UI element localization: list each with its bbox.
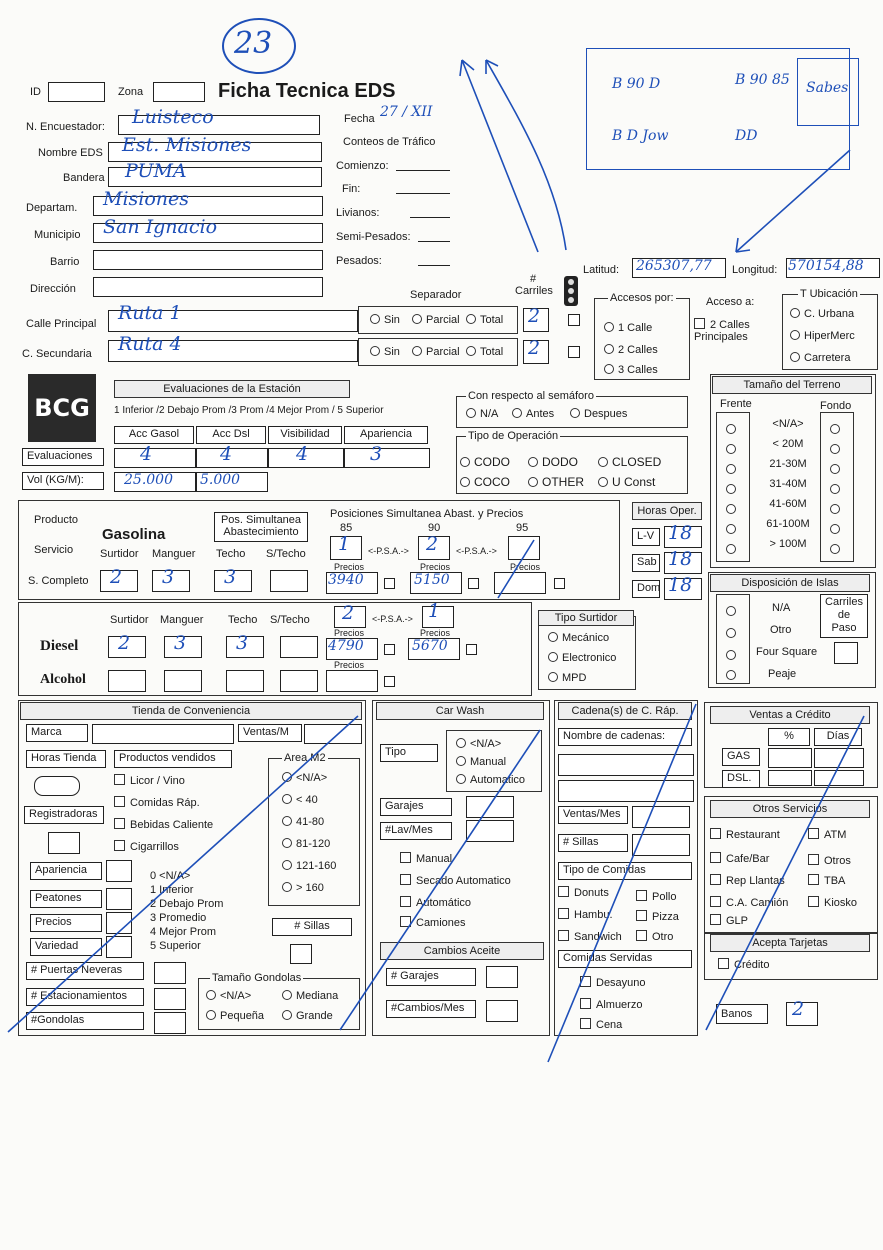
oct-90: 90 [428, 522, 441, 534]
alcohol-label: Alcohol [40, 672, 86, 687]
g-mediana-label: Mediana [296, 990, 339, 1002]
p-bebidas-label: Bebidas Caliente [130, 819, 214, 831]
garajes-label: Garajes [380, 798, 452, 816]
vol-gasol-value: 25.000 [124, 472, 173, 488]
producto-label: Producto [34, 514, 79, 526]
oct-95: 95 [516, 522, 529, 534]
dias-label: Días [814, 728, 862, 746]
fondo-label: Fondo [820, 400, 852, 412]
op-other-label: OTHER [542, 475, 584, 489]
islas-otro: Otro [770, 624, 792, 636]
semaforo-na-label: N/A [480, 408, 499, 420]
accesos-2-label: 2 Calles [618, 344, 658, 356]
p-licor-label: Licor / Vino [130, 775, 185, 787]
op-uconst-label: U Const [612, 475, 656, 489]
tarjetas-credito-label: Crédito [734, 959, 770, 971]
banos-value: 2 [792, 998, 805, 1020]
diesel-psa-1-value: 2 [342, 602, 355, 624]
col-surtidor: Surtidor [100, 548, 139, 560]
ubicacion-1-label: C. Urbana [804, 308, 855, 320]
d-col-techo: Techo [228, 614, 258, 626]
diesel-surtidor-value: 2 [118, 632, 131, 654]
eval-value-4: 3 [370, 443, 383, 465]
sep2-parcial-label: Parcial [426, 346, 460, 358]
islas-four-square: Four Square [756, 646, 818, 658]
gas-surtidor-value: 2 [110, 566, 123, 588]
zona-label: Zona [118, 86, 144, 98]
t-pollo-label: Pollo [652, 891, 677, 903]
g-grande-label: Grande [296, 1010, 333, 1022]
note-b: B 90 85 [735, 72, 790, 88]
fecha-label: Fecha [344, 113, 375, 125]
s-completo-label: S. Completo [28, 575, 89, 587]
accesos-3-label: 3 Calles [618, 364, 658, 376]
gasolina-label: Gasolina [102, 526, 166, 543]
dom-label: Dom [632, 580, 660, 598]
sab-label: Sab [632, 554, 660, 572]
acceso-a-label: Acceso a: [706, 296, 755, 308]
cw-auto-label: Automatico [470, 774, 526, 786]
o-kiosko-label: Kiosko [824, 897, 858, 909]
terreno-title: Tamaño del Terreno [712, 376, 872, 394]
productos-vendidos-label: Productos vendidos [114, 750, 232, 768]
accesos-1-label: 1 Calle [618, 322, 653, 334]
bcg-logo: BCG [28, 374, 96, 442]
op-closed-label: CLOSED [612, 455, 662, 469]
surtidor-mpd-label: MPD [562, 672, 587, 684]
sep2-sin-label: Sin [384, 346, 400, 358]
gas-price90-value: 5150 [414, 572, 450, 588]
area-title: Area M2 [284, 752, 326, 764]
accesos-title: Accesos por: [610, 292, 674, 304]
psa85-value: 1 [338, 533, 351, 555]
p-cigarrillos-label: Cigarrillos [130, 841, 179, 853]
oct-85: 85 [340, 522, 353, 534]
c-garajes-label: # Garajes [386, 968, 476, 986]
g-na-label: <N/A> [220, 990, 252, 1002]
d-col-stecho: S/Techo [270, 614, 310, 626]
surtidor-electronico-label: Electronico [562, 652, 617, 664]
calle-secundaria-label: C. Secundaria [22, 348, 92, 360]
semaforo-despues-label: Despues [584, 408, 628, 420]
ventas-m-label: Ventas/M [238, 724, 302, 742]
pct-label: % [768, 728, 810, 746]
barrio-label: Barrio [50, 256, 80, 268]
scale-1: 1 Inferior [150, 884, 194, 896]
col-acc-dsl: Acc Dsl [196, 426, 266, 444]
acceso-a-value-label: 2 Calles Principales [694, 319, 750, 343]
page-title: Ficha Tecnica EDS [218, 80, 396, 102]
t-sandwich-label: Sandwich [574, 931, 622, 943]
area-option-label: < 40 [296, 794, 318, 806]
o-glp-label: GLP [726, 915, 749, 927]
diesel-manguer-value: 3 [174, 632, 187, 654]
tienda-title: Tienda de Conveniencia [20, 702, 362, 720]
sep1-sin-label: Sin [384, 314, 400, 326]
o-cafe-label: Cafe/Bar [726, 853, 770, 865]
nombre-cadenas-label: Nombre de cadenas: [558, 728, 692, 746]
ubicacion-3-label: Carretera [804, 352, 851, 364]
d-precios-label-2: Precios [420, 628, 451, 638]
credito-title: Ventas a Crédito [710, 706, 870, 724]
s-cena-label: Cena [596, 1019, 623, 1031]
surtidor-title: Tipo Surtidor [538, 610, 634, 626]
puertas-label: # Puertas Neveras [26, 962, 144, 980]
comienzo-label: Comienzo: [336, 160, 389, 172]
cadena-title: Cadena(s) de C. Ráp. [558, 702, 692, 720]
variedad-label: Variedad [30, 938, 102, 956]
carriles-paso-label: Carriles de Paso [820, 594, 868, 638]
diesel-price-2-value: 5670 [412, 638, 448, 654]
col-apariencia: Apariencia [344, 426, 428, 444]
marca-label: Marca [26, 724, 88, 742]
terreno-row-label: < 20M [772, 438, 804, 450]
t-otro-label: Otro [652, 931, 674, 943]
latitud-label: Latitud: [583, 264, 620, 276]
cw-c-manual-label: Manual [416, 853, 453, 865]
semi-pesados-label: Semi-Pesados: [336, 231, 411, 243]
t-donuts-label: Donuts [574, 887, 609, 899]
pos-precios-label: Posiciones Simultanea Abast. y Precios [330, 508, 524, 520]
estacionamientos-label: # Estacionamientos [26, 988, 144, 1006]
precios-label-1: Precios [334, 562, 365, 572]
lav-mes-label: #Lav/Mes [380, 822, 452, 840]
op-codo-label: CODO [474, 455, 510, 469]
sab-value: 18 [668, 548, 693, 570]
col-techo: Techo [216, 548, 246, 560]
a-precios-label: Precios [334, 660, 365, 670]
pesados-label: Pesados: [336, 255, 382, 267]
col-visibilidad: Visibilidad [268, 426, 342, 444]
horas-tienda-label: Horas Tienda [26, 750, 106, 768]
servicio-label: Servicio [34, 544, 74, 556]
col-acc-gasol: Acc Gasol [114, 426, 194, 444]
carriles-label: # Carriles [515, 273, 553, 297]
evaluaciones-title: Evaluaciones de la Estación [114, 380, 350, 398]
conteos-label: Conteos de Tráfico [343, 136, 436, 148]
cw-c-auto-label: Automático [416, 897, 472, 909]
comidas-servidas-label: Comidas Servidas [558, 950, 692, 968]
nombre-eds-label: Nombre EDS [38, 147, 103, 159]
operacion-title: Tipo de Operación [468, 430, 559, 442]
precios-label-2: Precios [420, 562, 451, 572]
scale-2: 2 Debajo Prom [150, 898, 224, 910]
banos-label: Banos [716, 1004, 768, 1024]
islas-title: Disposición de Islas [710, 574, 870, 592]
diesel-price-1-value: 4790 [328, 638, 364, 654]
gondolas-label: #Gondolas [26, 1012, 144, 1030]
eval-value-3: 4 [296, 443, 309, 465]
terreno-row-label: <N/A> [772, 418, 804, 430]
op-coco-label: COCO [474, 475, 510, 489]
horas-title: Horas Oper. [632, 502, 702, 520]
area-option-label: 121-160 [296, 860, 337, 872]
dom-value: 18 [668, 574, 693, 596]
scale-0: 0 <N/A> [150, 870, 191, 882]
ubicacion-2-label: HiperMerc [804, 330, 855, 342]
calle-secundaria-value: Ruta 4 [118, 333, 182, 355]
surtidor-mecanico-label: Mecánico [562, 632, 610, 644]
g-pequena-label: Pequeña [220, 1010, 265, 1022]
gondolas-size-title: Tamaño Gondolas [212, 972, 302, 984]
d-psa-label: <-P.S.A.-> [372, 614, 413, 624]
carriles-1-value: 2 [528, 305, 541, 327]
precios-label: Precios [30, 914, 102, 932]
sep1-parcial-label: Parcial [426, 314, 460, 326]
frente-label: Frente [720, 398, 752, 410]
pos-simultanea-label: Pos. Simultanea Abastecimiento [214, 512, 308, 542]
tipo-comidas-label: Tipo de Comidas [558, 862, 692, 880]
bandera-label: Bandera [63, 172, 105, 184]
cambios-title: Cambios Aceite [380, 942, 544, 960]
cw-manual-label: Manual [470, 756, 507, 768]
psa-label-1: <-P.S.A.-> [368, 546, 409, 556]
terreno-row-label: 41-60M [769, 498, 807, 510]
registradoras-label: Registradoras [24, 806, 104, 824]
dsl-label: DSL. [722, 770, 760, 788]
direccion-label: Dirección [30, 283, 76, 295]
diesel-label: Diesel [40, 638, 79, 654]
calle-principal-label: Calle Principal [26, 318, 97, 330]
d-col-manguer: Manguer [160, 614, 204, 626]
islas-peaje: Peaje [768, 668, 797, 680]
carriles-2-value: 2 [528, 337, 541, 359]
area-option-label: <N/A> [296, 772, 328, 784]
longitud-value: 570154,88 [788, 258, 864, 274]
carwash-title: Car Wash [376, 702, 544, 720]
area-option-label: > 160 [296, 882, 324, 894]
cw-c-secado-label: Secado Automatico [416, 875, 511, 887]
diesel-techo-value: 3 [236, 632, 249, 654]
encuestador-value: Luisteco [132, 106, 214, 128]
c-sillas-label: # Sillas [558, 834, 628, 852]
s-desayuno-label: Desayuno [596, 977, 646, 989]
departam-value: Misiones [103, 188, 190, 210]
eval-value-1: 4 [140, 443, 153, 465]
t-hambu-label: Hambu. [574, 909, 613, 921]
s-almuerzo-label: Almuerzo [596, 999, 643, 1011]
note-c: B D Jow [612, 128, 669, 144]
semaforo-title: Con respecto al semáforo [468, 390, 594, 402]
separador-label: Separador [410, 289, 462, 301]
lv-label: L-V [632, 528, 660, 546]
lv-value: 18 [668, 522, 693, 544]
col-stecho: S/Techo [266, 548, 306, 560]
tarjetas-title: Acepta Tarjetas [710, 934, 870, 952]
terreno-row-label: > 100M [769, 538, 807, 550]
livianos-label: Livianos: [336, 207, 380, 219]
gas-manguer-value: 3 [162, 566, 175, 588]
longitud-label: Longitud: [732, 264, 778, 276]
bandera-value: PUMA [125, 160, 187, 182]
area-option-label: 41-80 [296, 816, 325, 828]
terreno-row-label: 61-100M [766, 518, 810, 530]
evaluaciones-scale: 1 Inferior /2 Debajo Prom /3 Prom /4 Mejor Prom / 5 Superior [114, 405, 384, 416]
municipio-label: Municipio [34, 229, 81, 241]
sep1-total-label: Total [480, 314, 504, 326]
gas-price85-value: 3940 [328, 572, 364, 588]
departam-label: Departam. [26, 202, 78, 214]
note-a: B 90 D [612, 76, 661, 92]
sillas-label: # Sillas [272, 918, 352, 936]
o-tba-label: TBA [824, 875, 846, 887]
nombre-eds-value: Est. Misiones [122, 134, 252, 156]
ubicacion-title: T Ubicación [800, 288, 858, 300]
col-manguer: Manguer [152, 548, 196, 560]
semaforo-antes-label: Antes [526, 408, 555, 420]
sep2-total-label: Total [480, 346, 504, 358]
municipio-value: San Ignacio [103, 216, 218, 238]
d-precios-label-1: Precios [334, 628, 365, 638]
terreno-row-label: 31-40M [769, 478, 807, 490]
vol-label: Vol (KG/M): [22, 472, 104, 490]
terreno-row-label: 21-30M [769, 458, 807, 470]
id-label: ID [30, 86, 41, 98]
islas-na: N/A [772, 602, 791, 614]
precios-label-3: Precios [510, 562, 541, 572]
c-mes-label: #Cambios/Mes [386, 1000, 476, 1018]
vol-dsl-value: 5.000 [200, 472, 241, 488]
fin-label: Fin: [342, 183, 361, 195]
o-otros-label: Otros [824, 855, 851, 867]
area-option-label: 81-120 [296, 838, 331, 850]
note-d: DD [735, 128, 758, 144]
evaluaciones-row-label: Evaluaciones [22, 448, 104, 466]
apariencia-label: Apariencia [30, 862, 102, 880]
d-col-surtidor: Surtidor [110, 614, 149, 626]
page-number: 23 [234, 26, 273, 61]
cw-c-camiones-label: Camiones [416, 917, 466, 929]
encuestador-label: N. Encuestador: [26, 121, 105, 133]
o-atm-label: ATM [824, 829, 847, 841]
diesel-psa-2-value: 1 [428, 600, 441, 622]
calle-principal-value: Ruta 1 [118, 302, 182, 324]
note-e: Sabes [806, 80, 849, 96]
o-restaurant-label: Restaurant [726, 829, 780, 841]
otros-title: Otros Servicios [710, 800, 870, 818]
tipo-label: Tipo [380, 744, 438, 762]
t-pizza-label: Pizza [652, 911, 679, 923]
cw-na-label: <N/A> [470, 738, 502, 750]
psa-label-2: <-P.S.A.-> [456, 546, 497, 556]
gas-label: GAS [722, 748, 760, 766]
p-comidas-label: Comidas Ráp. [130, 797, 200, 809]
o-llantas-label: Rep Llantas [726, 875, 785, 887]
fecha-value: 27 / XII [380, 104, 433, 120]
op-dodo-label: DODO [542, 455, 578, 469]
eval-value-2: 4 [220, 443, 233, 465]
scale-4: 4 Mejor Prom [150, 926, 217, 938]
scale-3: 3 Promedio [150, 912, 207, 924]
psa90-value: 2 [426, 533, 439, 555]
ventas-mes-label: Ventas/Mes [558, 806, 628, 824]
peatones-label: Peatones [30, 890, 102, 908]
scale-5: 5 Superior [150, 940, 201, 952]
gas-techo-value: 3 [224, 566, 237, 588]
o-camion-label: C.A. Camión [726, 897, 789, 909]
latitud-value: 265307,77 [636, 258, 712, 274]
